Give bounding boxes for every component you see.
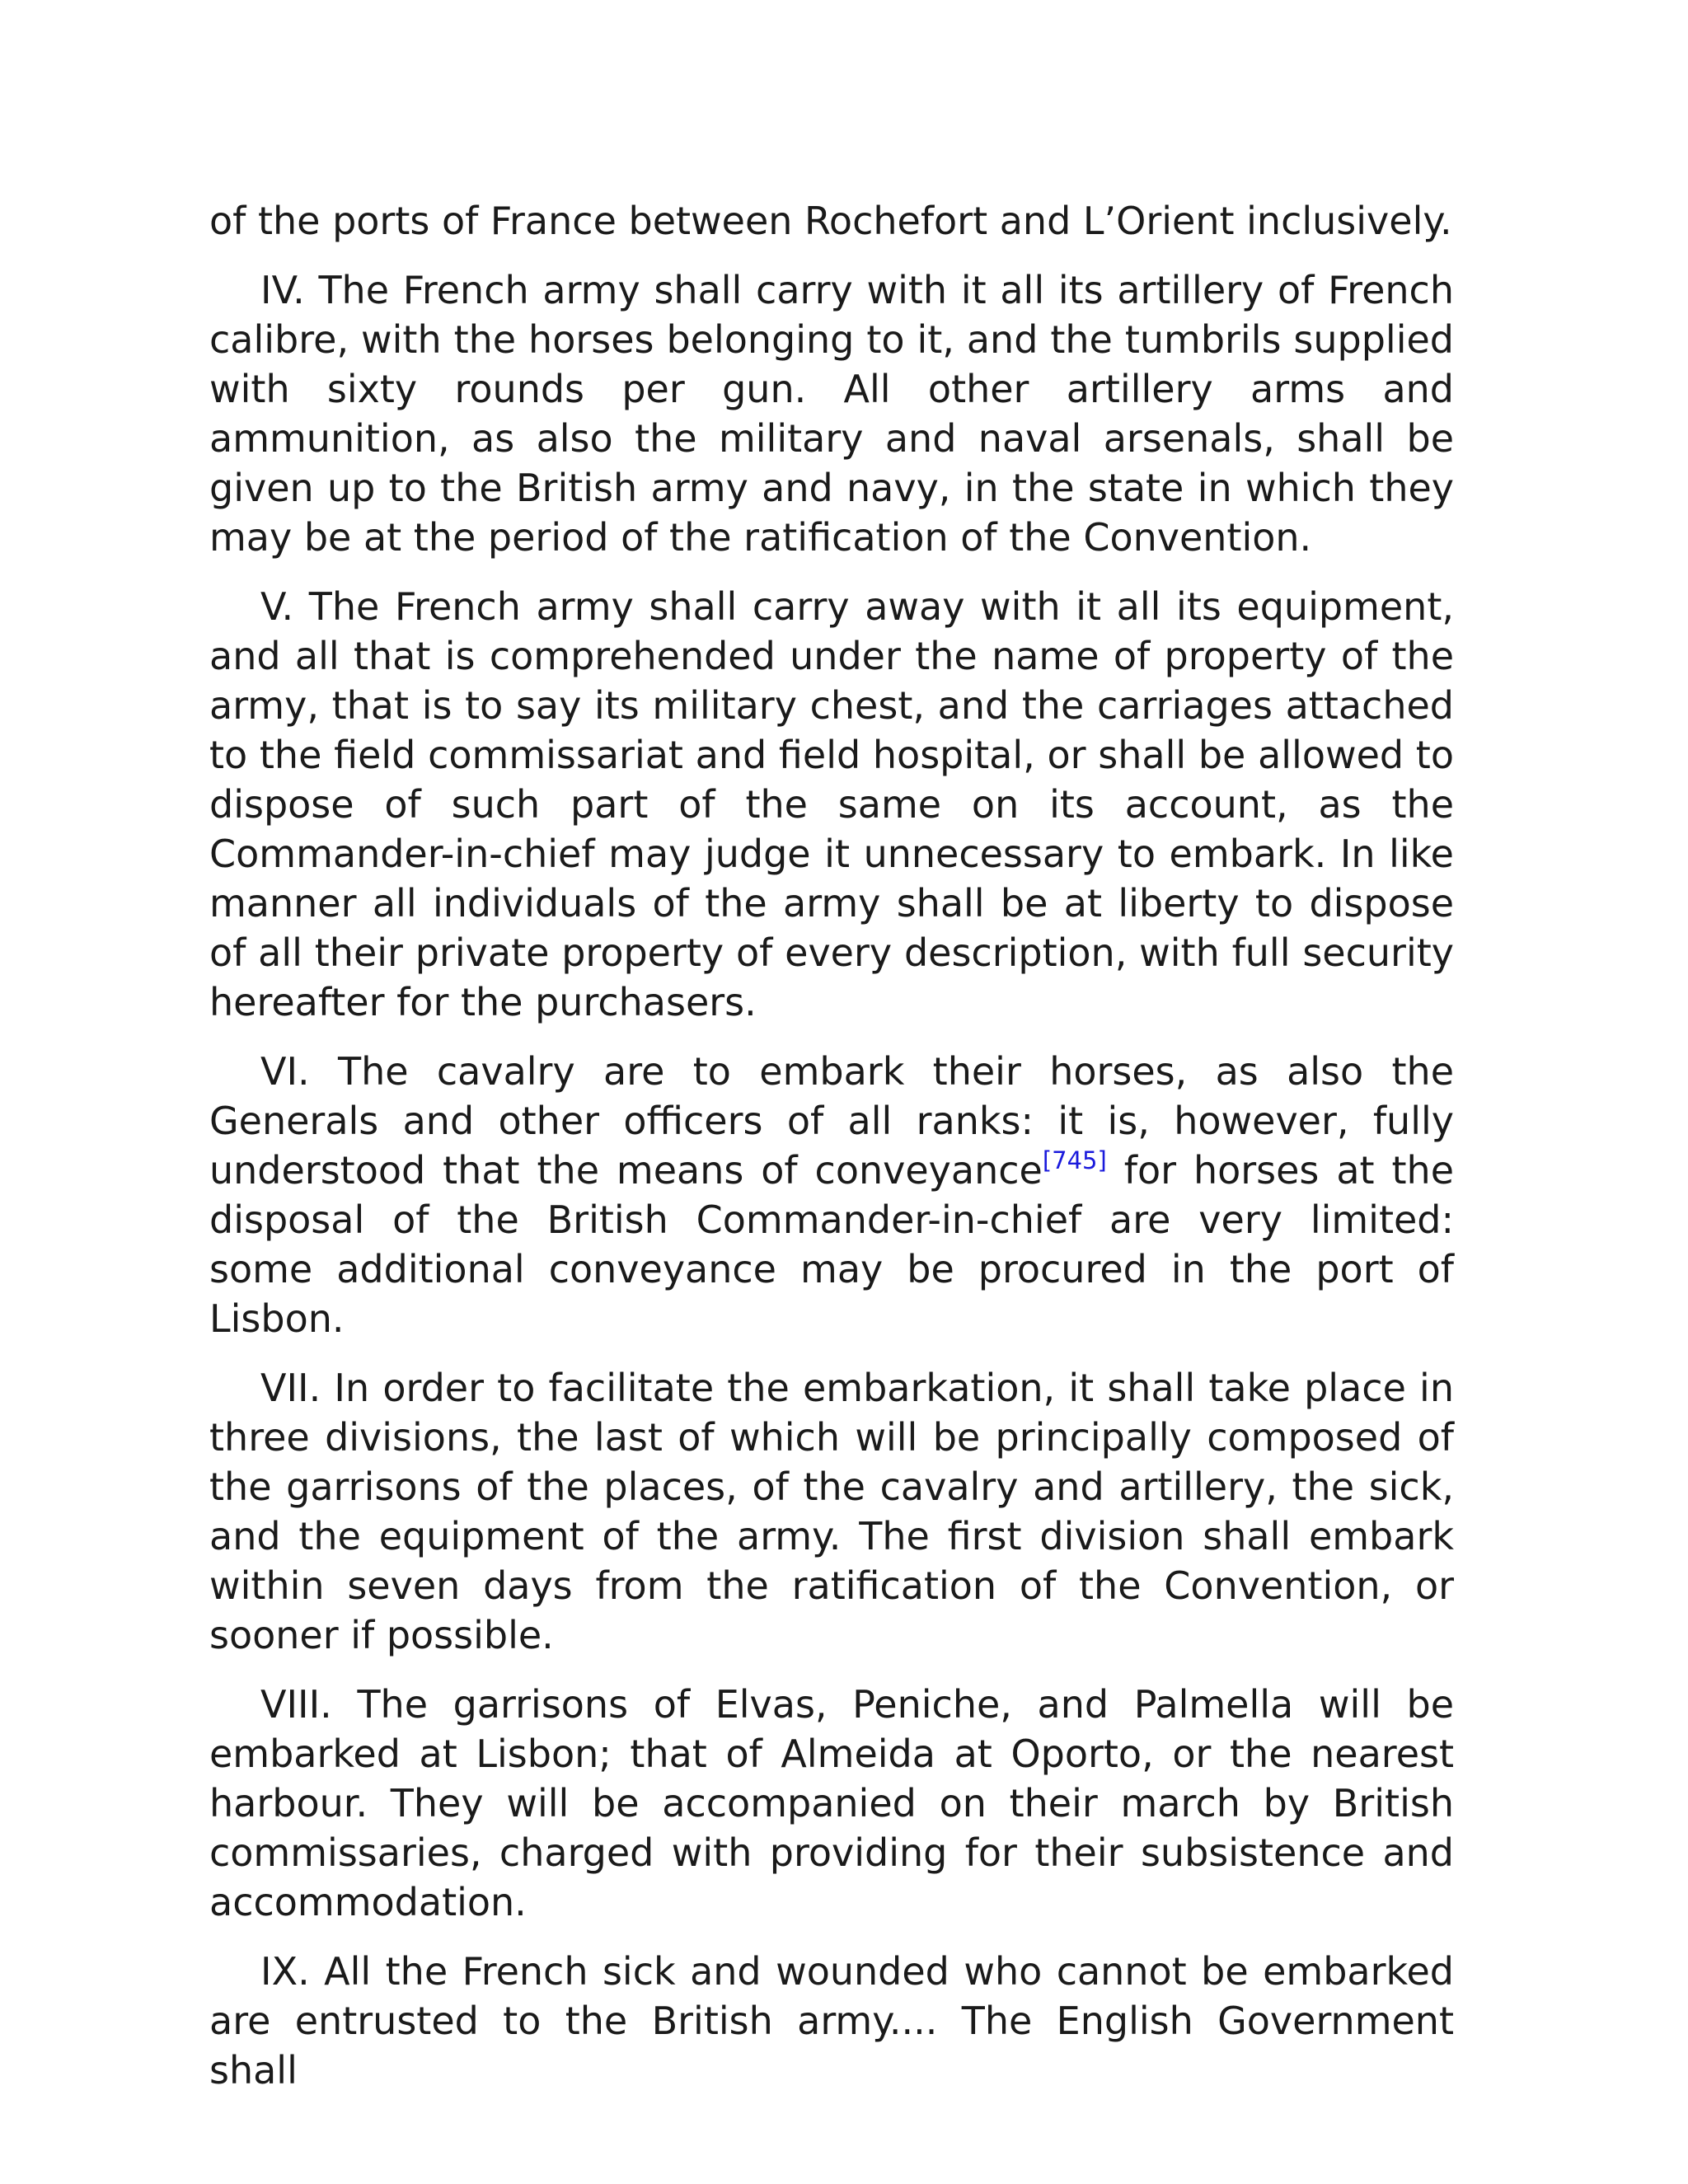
paragraph-article-vii: VII. In order to facilitate the embarkation, it shall take place in three divisions, the last of which will be principally composed of the garrisons of the places, of the cavalry and artillery, the sick, and the equipment of the army. The first division shall embark within seven days from the ratification of the Convention, or sooner if possible. [209,1366,1454,1657]
footnote-link-745[interactable]: [745] [1042,1146,1107,1174]
article-vi-text-after: for horses at the disposal of the British Commander-in-chief are very limited: some additional conveyance may be procured in the port of Lisbon. [209,1148,1454,1341]
paragraph-article-ix: IX. All the French sick and wounded who cannot be embarked are entrusted to the British army.... The English Government shall [209,1949,1454,2093]
paragraph-continuation: of the ports of France between Rochefort and L’Orient inclusively. [209,199,1452,243]
paragraph-article-iv: IV. The French army shall carry with it all its artillery of French calibre, with the horses belonging to it, and the tumbrils supplied with sixty rounds per gun. All other artillery arms and ammunition, as also the military and naval arsenals, shall be given up to the British army and navy, in the state in which they may be at the period of the ratification of the Convention. [209,268,1454,560]
paragraph-article-v: V. The French army shall carry away with it all its equipment, and all that is comprehended under the name of property of the army, that is to say its military chest, and the carriages attached to the field commissariat and field hospital, or shall be allowed to dispose of such part of the same on its account, as the Commander-in-chief may judge it unnecessary to embark. In like manner all individuals of the army shall be at liberty to dispose of all their private property of every description, with full security hereafter for the purchasers. [209,584,1454,1024]
article-vi-text-before: VI. The cavalry are to embark their horses, as also the Generals and other officers of all ranks: it is, however, fully understood that the means of conveyance [209,1049,1454,1193]
document-page [209,196,1454,2115]
paragraph-article-vi [209,1047,1454,1343]
paragraph-article-viii: VIII. The garrisons of Elvas, Peniche, and Palmella will be embarked at Lisbon; that of Almeida at Oporto, or the nearest harbour. They will be accompanied on their march by British commissaries, charged with providing for their subsistence and accommodation. [209,1682,1454,1924]
